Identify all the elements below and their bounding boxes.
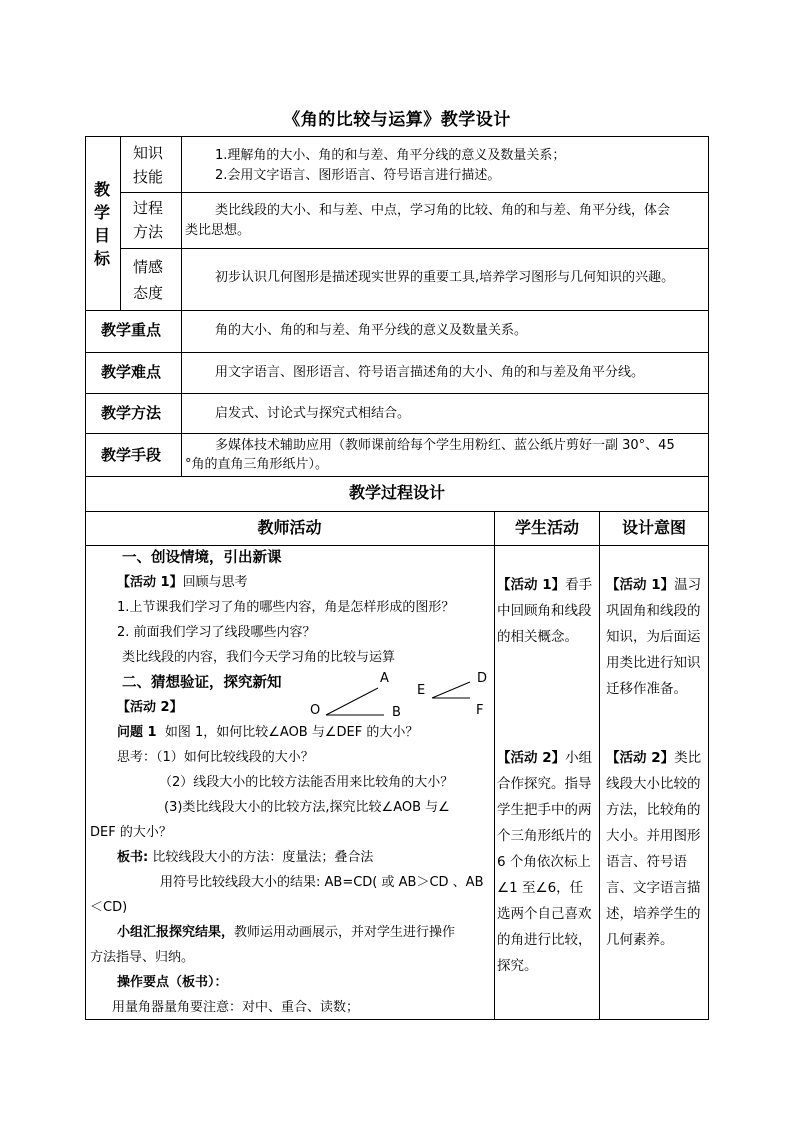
point-label-b: B bbox=[392, 705, 401, 720]
objective-sublabel: 过程 方法 bbox=[133, 199, 164, 241]
question-line: 类比线段的内容，我们今天学习角的比较与运算 bbox=[122, 650, 396, 665]
point-label-f: F bbox=[476, 703, 484, 718]
document-title: 《角的比较与运算》教学设计 bbox=[283, 110, 511, 130]
objective-line: 1.理解角的大小、角的和与差、角平分线的意义及数量关系； bbox=[215, 148, 566, 163]
section-heading: 二、猜想验证，探究新知 bbox=[122, 675, 282, 691]
objective-line: 类比思想。 bbox=[185, 223, 251, 238]
difficulties-text: 用文字语言、图形语言、符号语言描述角的大小、角的和与差及角平分线。 bbox=[215, 365, 645, 380]
divider bbox=[85, 310, 709, 311]
divider bbox=[85, 476, 709, 477]
table-border-left bbox=[85, 136, 86, 1020]
key-points-label: 教学重点 bbox=[101, 321, 162, 339]
section-heading: 一、创设情境，引出新课 bbox=[122, 550, 282, 566]
ray-oa bbox=[326, 688, 378, 715]
divider bbox=[85, 393, 709, 394]
think-line: 思考：（1）如何比较线段的大小？ bbox=[117, 750, 314, 765]
think-line: DEF 的大小？ bbox=[90, 825, 172, 840]
table-border-bottom bbox=[85, 1019, 709, 1020]
ray-ed bbox=[432, 682, 470, 698]
divider bbox=[85, 433, 709, 434]
question-line: 2. 前面我们学习了线段哪些内容？ bbox=[117, 625, 316, 640]
difficulties-label: 教学难点 bbox=[101, 363, 162, 381]
think-line: (3)类比线段大小的比较方法,探究比较∠AOB 与∠ bbox=[164, 800, 450, 815]
activity-tag: 【活动 2】 bbox=[117, 700, 183, 715]
divider bbox=[181, 136, 182, 310]
methods-text: 启发式、讨论式与探究式相结合。 bbox=[215, 406, 411, 421]
point-label-e: E bbox=[417, 683, 426, 698]
divider bbox=[85, 545, 709, 546]
board-line: 用符号比较线段大小的结果: AB=CD( 或 AB＞CD 、AB bbox=[160, 875, 484, 890]
means-text: °角的直角三角形纸片）。 bbox=[185, 457, 329, 472]
objective-sublabel: 知识 技能 bbox=[133, 144, 164, 186]
process-section-title: 教学过程设计 bbox=[348, 483, 445, 502]
student-activity-1: 【活动 1】看手中回顾角和线段的相关概念。 bbox=[497, 577, 593, 645]
point-label-o: O bbox=[310, 703, 321, 718]
table-border-top bbox=[85, 136, 709, 137]
point-label-d: D bbox=[477, 671, 488, 686]
problem-line: 问题 1 如图 1，如何比较∠AOB 与∠DEF 的大小？ bbox=[117, 725, 419, 740]
objective-line: 类比线段的大小、和与差、中点，学习角的比较、角的和与差、角平分线，体会 bbox=[215, 203, 671, 218]
report-line: 方法指导、归纳。 bbox=[90, 950, 195, 965]
design-intent-1: 【活动 1】温习巩固角和线段的知识，为后面运用类比进行知识迁移作准备。 bbox=[606, 577, 702, 697]
question-line: 1.上节课我们学习了角的哪些内容，角是怎样形成的图形？ bbox=[117, 600, 455, 615]
table-border-right bbox=[708, 136, 709, 1020]
divider bbox=[85, 511, 709, 512]
objective-line: 2.会用文字语言、图形语言、符号语言进行描述。 bbox=[215, 168, 501, 183]
design-intent-2: 【活动 2】类比线段大小比较的方法，比较角的大小。并用图形语言、符号语言、文字语言描述，培养学生的几何素养。 bbox=[606, 750, 702, 948]
divider bbox=[599, 511, 600, 1019]
objective-line: 初步认识几何图形是描述现实世界的重要工具,培养学习图形与几何知识的兴趣。 bbox=[215, 270, 675, 285]
design-intent-header: 设计意图 bbox=[621, 518, 686, 537]
objective-sublabel: 情感 态度 bbox=[133, 258, 164, 302]
activity-line: 【活动 1】回顾与思考 bbox=[117, 575, 248, 590]
operation-text: 用量角器量角要注意：对中、重合、读数； bbox=[112, 1000, 360, 1015]
activity-tag: 【活动 1】 bbox=[117, 575, 183, 590]
think-line: （2）线段大小的比较方法能否用来比较角的大小？ bbox=[159, 775, 454, 790]
divider bbox=[120, 136, 121, 310]
objectives-label: 教 学 目 标 bbox=[93, 180, 110, 268]
student-activity-2: 【活动 2】小组合作探究。指导学生把手中的两个三角形纸片的 6 个角依次标上∠1 至∠6，任选两个自己喜欢的角进行比较，探究。 bbox=[497, 750, 593, 974]
divider bbox=[85, 352, 709, 353]
divider bbox=[120, 192, 709, 193]
board-line: 板书: 比较线段大小的方法：度量法；叠合法 bbox=[117, 850, 374, 865]
divider bbox=[181, 310, 182, 476]
operation-title: 操作要点（板书）： bbox=[117, 975, 228, 990]
means-text: 多媒体技术辅助应用（教师课前给每个学生用粉红、蓝公纸片剪好一副 30°、45 bbox=[215, 438, 675, 453]
board-line: ＜CD) bbox=[90, 900, 128, 915]
point-label-a: A bbox=[380, 671, 389, 686]
divider bbox=[494, 511, 495, 1019]
key-points-text: 角的大小、角的和与差、角平分线的意义及数量关系。 bbox=[215, 323, 528, 338]
divider bbox=[120, 248, 709, 249]
student-activity-header: 学生活动 bbox=[514, 518, 579, 537]
methods-label: 教学方法 bbox=[101, 404, 162, 422]
teacher-activity-header: 教师活动 bbox=[257, 518, 322, 537]
report-line: 小组汇报探究结果，教师运用动画展示，并对学生进行操作 bbox=[117, 925, 456, 940]
means-label: 教学手段 bbox=[101, 446, 162, 464]
